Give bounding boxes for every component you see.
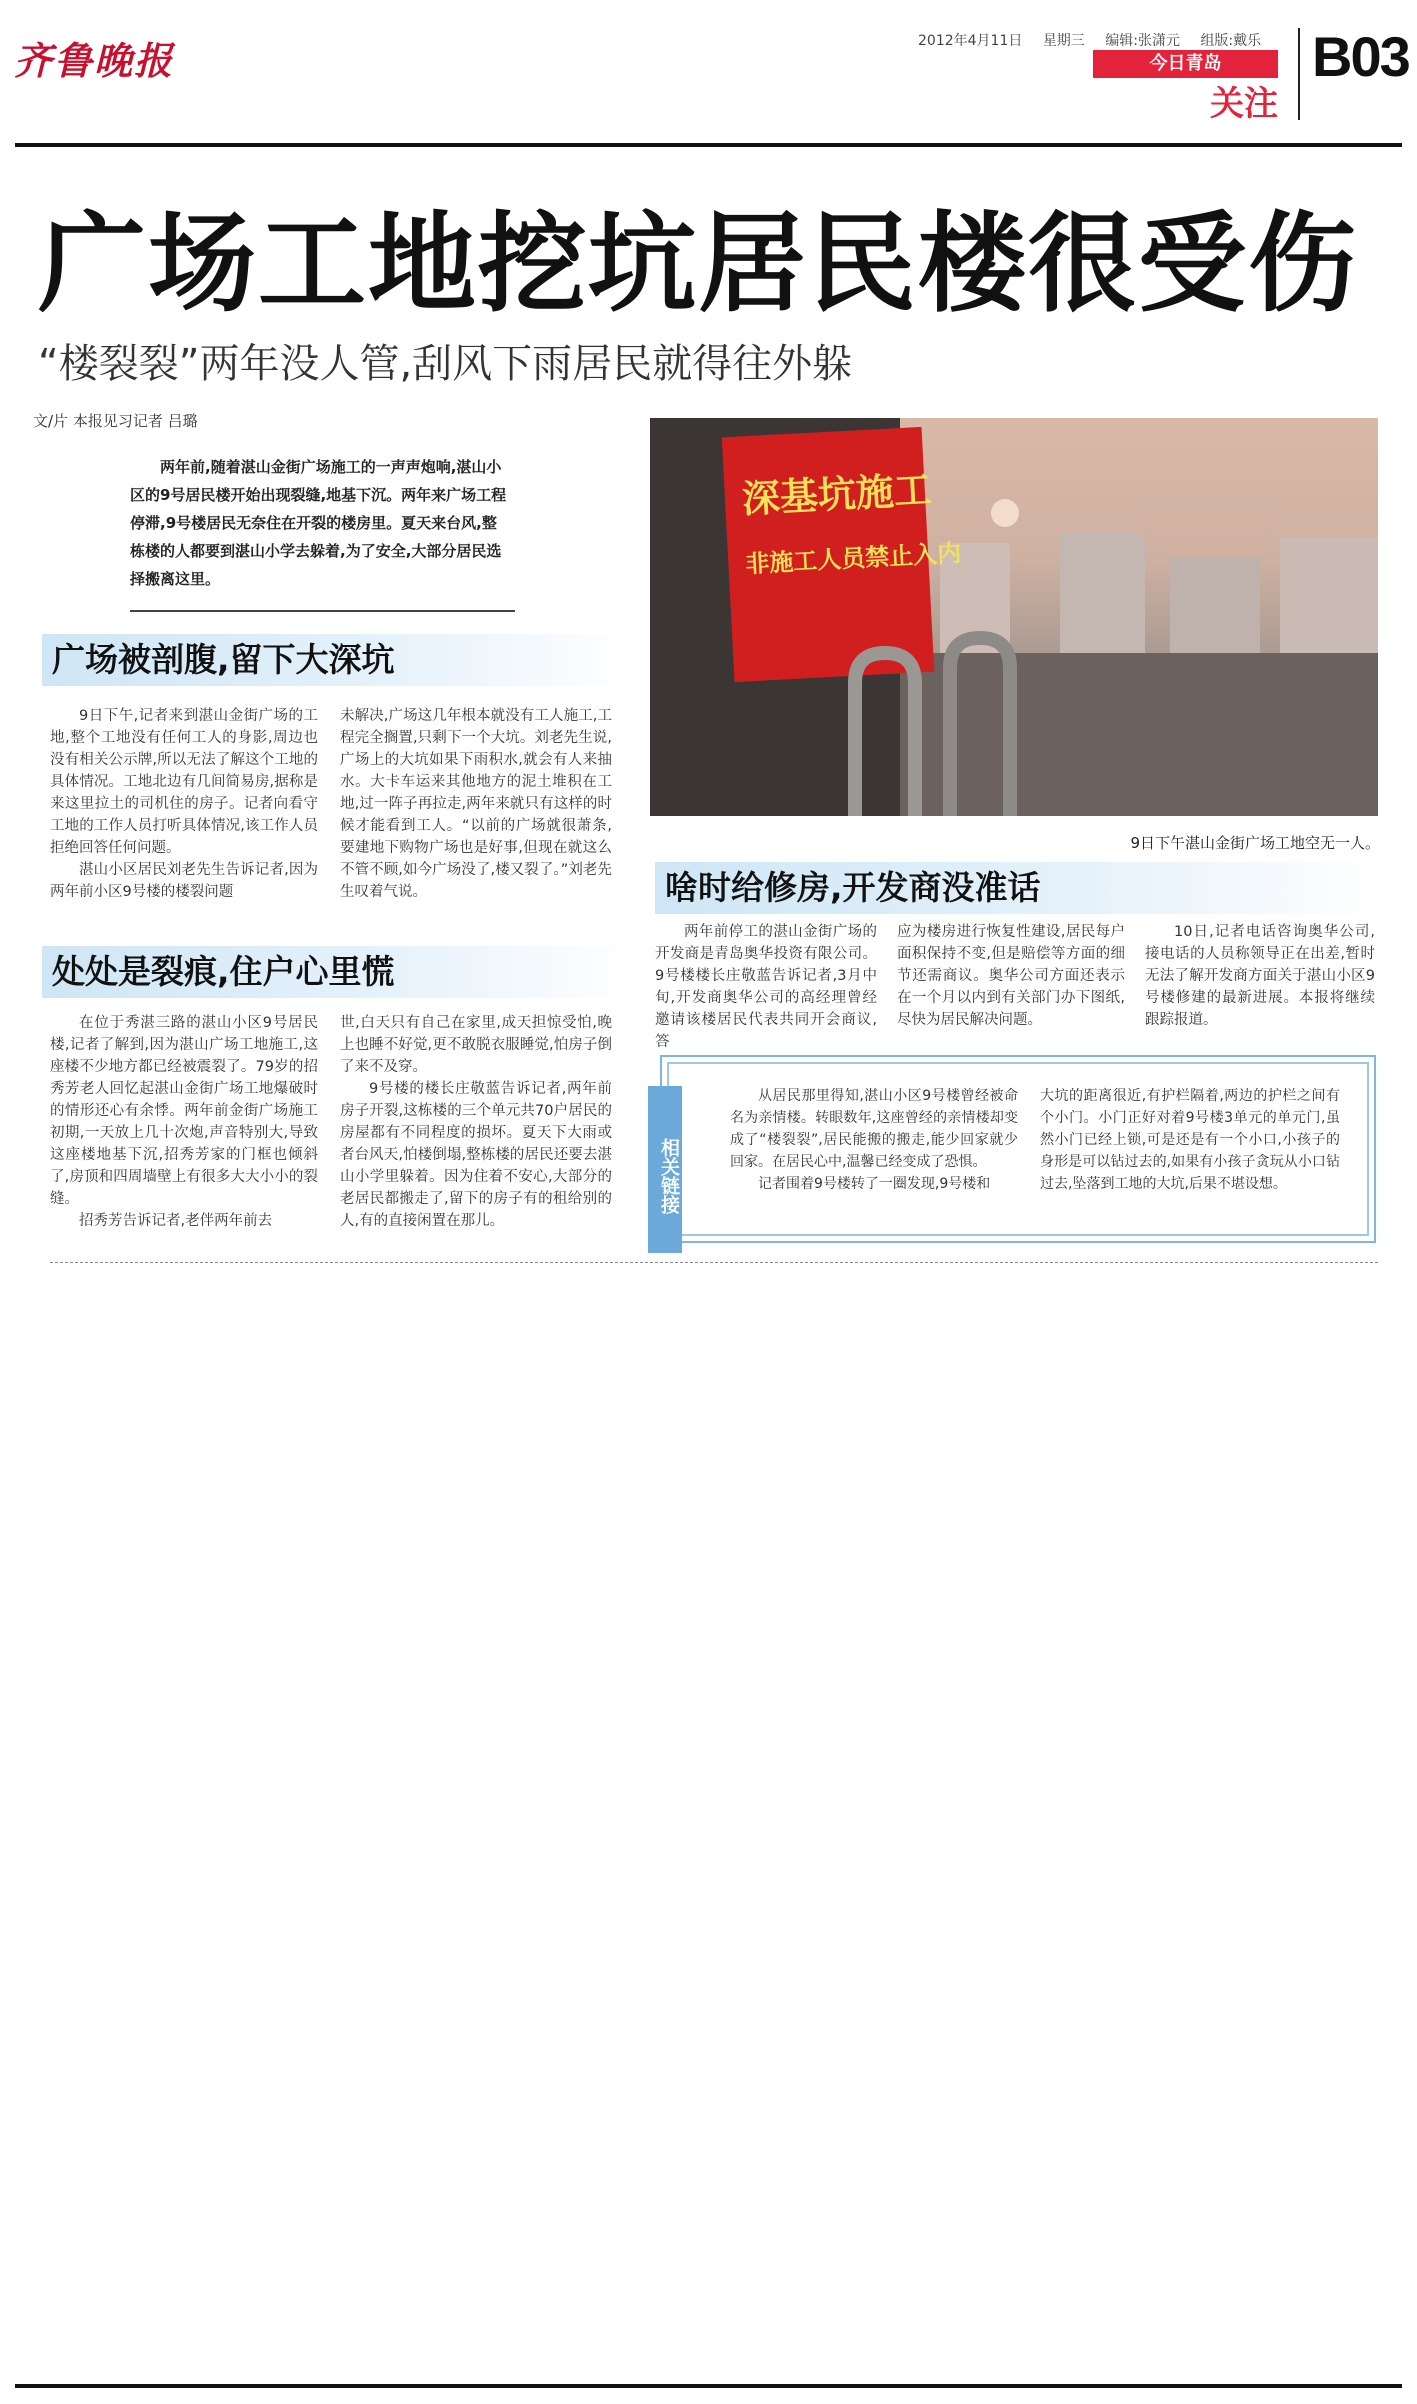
editor-credit: 编辑:张潇元	[1105, 33, 1180, 49]
newspaper-logo: 齐鲁晚报	[14, 38, 175, 83]
paragraph: 9号楼的楼长庄敬蓝告诉记者,两年前房子开裂,这栋楼的三个单元共70户居民的房屋都有不同程度的损坏。夏天下大雨或者台风天,怕楼倒塌,整栋楼的居民还要去湛山小学里躲着。因为住着不安心,大部分的老居民都搬走了,留下的房子有的租给别的人,有的直接闲置在那儿。	[340, 1081, 612, 1229]
section3-column-2	[897, 921, 1125, 1031]
building	[1170, 558, 1260, 653]
paragraph: 湛山小区居民刘老先生告诉记者,因为两年前小区9号楼的楼裂问题	[50, 862, 318, 900]
related-link-tag: 相关链接	[648, 1086, 682, 1253]
sun	[991, 499, 1019, 527]
paragraph: 未解决,广场这几年根本就没有工人施工,工程完全搁置,只剩下一个大坑。刘老先生说,广场上的大坑如果下雨积水,就会有人来抽水。大卡车运来其他地方的泥土堆积在工地,过一阵子再拉走,两年来就只有这样的时候才能看到工人。“以前的广场就很萧条,要建地下购物广场也是好事,但现在就这么不管不顾,如今广场没了,楼又裂了。”刘老先生叹着气说。	[340, 708, 612, 900]
section3-column-1	[655, 921, 877, 1053]
subheadline: “楼裂裂”两年没人管,刮风下雨居民就得往外躲	[38, 341, 853, 387]
photo-caption: 9日下午湛山金街广场工地空无一人。	[1130, 834, 1380, 852]
issue-date: 2012年4月11日	[918, 33, 1023, 49]
paragraph: 两年前停工的湛山金街广场的开发商是青岛奥华投资有限公司。9号楼楼长庄敬蓝告诉记者,3月中旬,开发商奥华公司的高经理曾经邀请该楼居民代表共同开会商议,答	[655, 924, 877, 1050]
headline: 广场工地挖坑居民楼很受伤	[38, 202, 1359, 327]
section1-column-2	[340, 705, 612, 903]
section2-title: 处处是裂痕,住户心里慌	[42, 946, 632, 998]
paragraph: 在位于秀湛三路的湛山小区9号居民楼,记者了解到,因为湛山广场工地施工,这座楼不少地方都已经被震裂了。79岁的招秀芳老人回忆起湛山金街广场工地爆破时的情形还心有余悸。两年前金街广场施工初期,一天放上几十次炮,声音特别大,导致这座楼地基下沉,招秀芳家的门框也倾斜了,房顶和四周墙壁上有很多大大小小的裂缝。	[50, 1015, 318, 1207]
paragraph: 世,白天只有自己在家里,成天担惊受怕,晚上也睡不好觉,更不敢脱衣服睡觉,怕房子倒了来不及穿。	[340, 1015, 612, 1075]
page-number: B03	[1312, 25, 1409, 88]
section-label: 今日青岛	[1093, 50, 1278, 78]
section2-column-2	[340, 1012, 612, 1232]
paragraph: 9日下午,记者来到湛山金街广场的工地,整个工地没有任何工人的身影,周边也没有相关公示牌,所以无法了解这个工地的具体情况。工地北边有几间简易房,据称是来这里拉土的司机住的房子。记者向看守工地的工作人员打听具体情况,该工作人员拒绝回答任何问题。	[50, 708, 318, 856]
paragraph: 应为楼房进行恢复性建设,居民每户面积保持不变,但是赔偿等方面的细节还需商议。奥华公司方面还表示在一个月以内到有关部门办下图纸,尽快为居民解决问题。	[897, 924, 1125, 1028]
photo-illustration	[650, 418, 1378, 816]
paragraph: 10日,记者电话咨询奥华公司,接电话的人员称领导正在出差,暂时无法了解开发商方面关于湛山小区9号楼修建的最新进展。本报将继续跟踪报道。	[1145, 924, 1375, 1028]
bottom-rule	[15, 2384, 1402, 2388]
lead-paragraph: 两年前,随着湛山金街广场施工的一声声炮响,湛山小区的9号居民楼开始出现裂缝,地基下沉。两年来广场工程停滞,9号楼居民无奈住在开裂的楼房里。夏天来台风,整栋楼的人都要到湛山小学去躲着,为了安全,大部分居民选择搬离这里。	[130, 458, 507, 588]
top-rule	[15, 143, 1402, 147]
paragraph: 记者围着9号楼转了一圈发现,9号楼和	[758, 1176, 991, 1192]
lead-underline	[130, 610, 515, 612]
section1-title: 广场被剖腹,留下大深坑	[42, 634, 632, 686]
photo-sign-text: 非施工人员禁止入内	[744, 539, 962, 579]
section2-column-1	[50, 1012, 318, 1232]
layout-credit: 组版:戴乐	[1200, 33, 1262, 49]
header-meta	[918, 30, 1277, 50]
construction-site-photo	[650, 418, 1378, 816]
paragraph: 从居民那里得知,湛山小区9号楼曾经被命名为亲情楼。转眼数年,这座曾经的亲情楼却变成了“楼裂裂”,居民能搬的搬走,能少回家就少回家。在居民心中,温馨已经变成了恐惧。	[730, 1088, 1018, 1170]
building	[1060, 533, 1145, 653]
section3-column-3	[1145, 921, 1375, 1031]
related-link-column-1	[730, 1085, 1018, 1195]
header-divider	[1298, 28, 1300, 120]
subsection-label: 关注	[1210, 84, 1278, 124]
column-end-line	[50, 1262, 1378, 1263]
byline: 文/片 本报见习记者 吕璐	[33, 412, 198, 430]
building	[1280, 538, 1378, 653]
paragraph: 大坑的距离很近,有护栏隔着,两边的护栏之间有个小门。小门正好对着9号楼3单元的单元门,虽然小门已经上锁,可是还是有一个小口,小孩子的身形是可以钻过去的,如果有小孩子贪玩从小口钻过去,坠落到工地的大坑,后果不堪设想。	[1040, 1088, 1340, 1192]
issue-weekday: 星期三	[1042, 33, 1085, 49]
paragraph: 招秀芳告诉记者,老伴两年前去	[79, 1213, 273, 1229]
section3-title: 啥时给修房,开发商没准话	[655, 862, 1385, 914]
related-link-column-2	[1040, 1085, 1340, 1195]
section1-column-1	[50, 705, 318, 903]
photo-sign-text: 深基坑施工	[740, 467, 933, 522]
